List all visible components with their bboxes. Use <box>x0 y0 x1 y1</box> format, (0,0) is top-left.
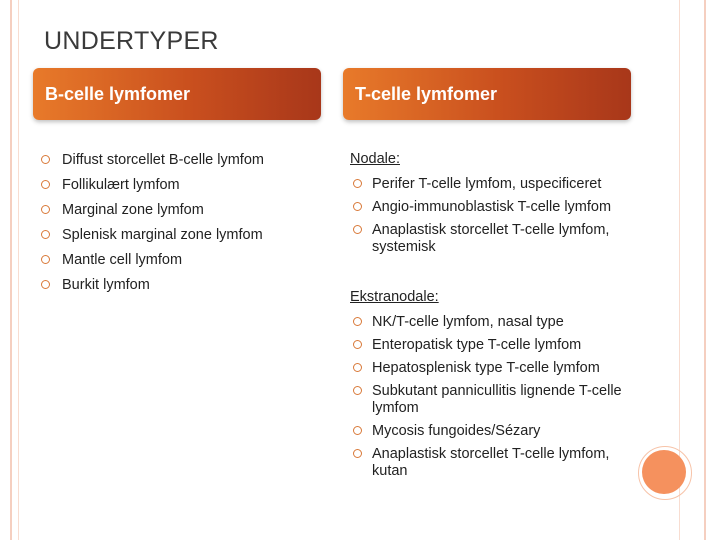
circle-bullet-icon <box>353 317 362 326</box>
circle-bullet-icon <box>353 449 362 458</box>
slide-title: UNDERTYPER <box>44 27 219 55</box>
nodal-label: Nodale: <box>350 151 400 167</box>
circle-bullet-icon <box>353 179 362 188</box>
list-item: Angio-immunoblastisk T-celle lymfom <box>350 199 640 216</box>
circle-bullet-icon <box>41 155 50 164</box>
circle-bullet-icon <box>353 386 362 395</box>
circle-bullet-icon <box>353 340 362 349</box>
t-cell-header <box>343 68 631 120</box>
list-item: Perifer T-celle lymfom, uspecificeret <box>350 176 640 193</box>
circle-bullet-icon <box>41 280 50 289</box>
list-item: Burkit lymfom <box>34 277 264 294</box>
decorative-circle <box>642 450 686 494</box>
circle-bullet-icon <box>353 363 362 372</box>
circle-bullet-icon <box>41 205 50 214</box>
circle-bullet-icon <box>353 225 362 234</box>
b-cell-list <box>34 152 264 302</box>
b-cell-header <box>33 68 321 120</box>
list-item: Anaplastisk storcellet T-celle lymfom, kutan <box>350 446 630 480</box>
list-item: Mycosis fungoides/Sézary <box>350 423 630 440</box>
b-cell-header-label: B-celle lymfomer <box>45 83 191 104</box>
circle-bullet-icon <box>353 426 362 435</box>
circle-bullet-icon <box>41 255 50 264</box>
list-item: Splenisk marginal zone lymfom <box>34 227 264 244</box>
circle-bullet-icon <box>41 180 50 189</box>
circle-bullet-icon <box>353 202 362 211</box>
list-item: Marginal zone lymfom <box>34 202 264 219</box>
list-item: Subkutant pannicullitis lignende T-celle lymfom <box>350 383 630 417</box>
list-item: Follikulært lymfom <box>34 177 264 194</box>
list-item: Hepatosplenisk type T-celle lymfom <box>350 360 630 377</box>
circle-bullet-icon <box>41 230 50 239</box>
list-item: Anaplastisk storcellet T-celle lymfom, systemisk <box>350 222 640 256</box>
t-cell-header-label: T-celle lymfomer <box>355 83 498 104</box>
list-item: Enteropatisk type T-celle lymfom <box>350 337 630 354</box>
extranodal-list <box>350 314 630 486</box>
extranodal-label: Ekstranodale: <box>350 289 439 305</box>
nodal-list <box>350 176 640 262</box>
list-item: NK/T-celle lymfom, nasal type <box>350 314 630 331</box>
list-item: Mantle cell lymfom <box>34 252 264 269</box>
list-item: Diffust storcellet B-celle lymfom <box>34 152 264 169</box>
